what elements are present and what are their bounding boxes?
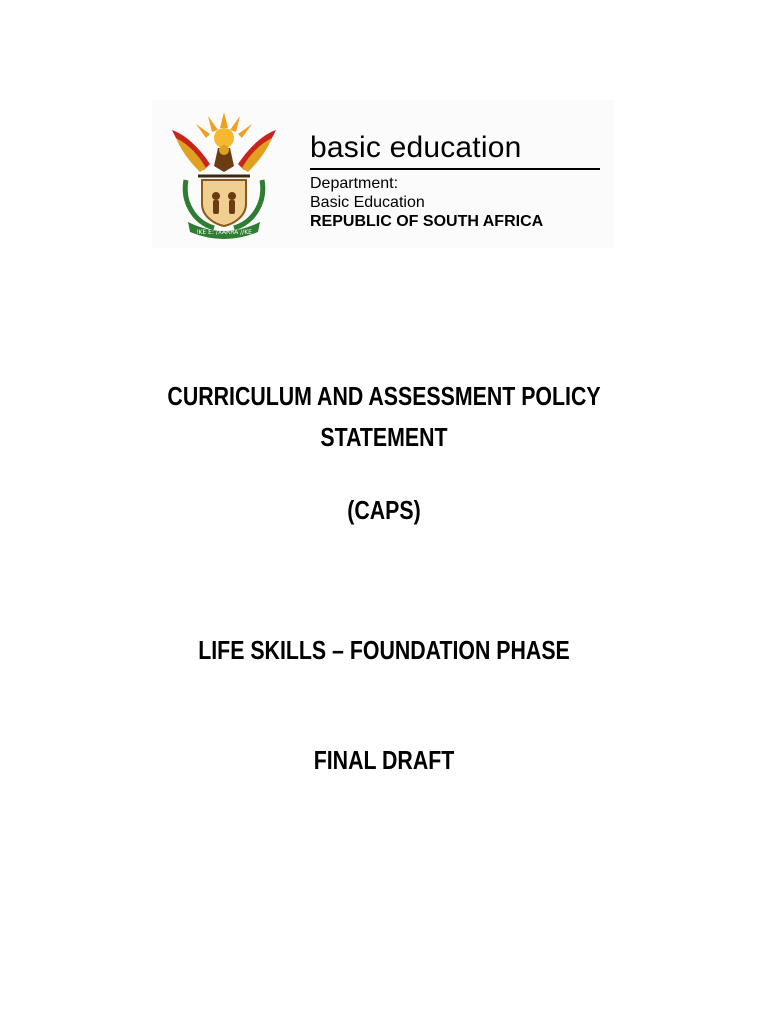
document-title-line-1: CURRICULUM AND ASSESSMENT POLICY [167, 381, 601, 411]
department-label: Department: [310, 175, 399, 192]
document-subject: LIFE SKILLS – FOUNDATION PHASE [198, 635, 570, 665]
document-title-line-2: STATEMENT [320, 422, 448, 452]
brand-divider [310, 168, 600, 170]
country-name: REPUBLIC OF SOUTH AFRICA [310, 213, 544, 230]
crest-motto: !KE E: /XARRA //KE [196, 229, 252, 236]
department-logo [152, 100, 614, 248]
south-africa-coat-of-arms-icon [164, 110, 284, 240]
brand-text [310, 130, 610, 231]
document-acronym: (CAPS) [347, 495, 421, 525]
department-name: Basic Education [310, 194, 425, 211]
brand-title: basic education [310, 131, 522, 164]
document-status: FINAL DRAFT [313, 745, 455, 775]
